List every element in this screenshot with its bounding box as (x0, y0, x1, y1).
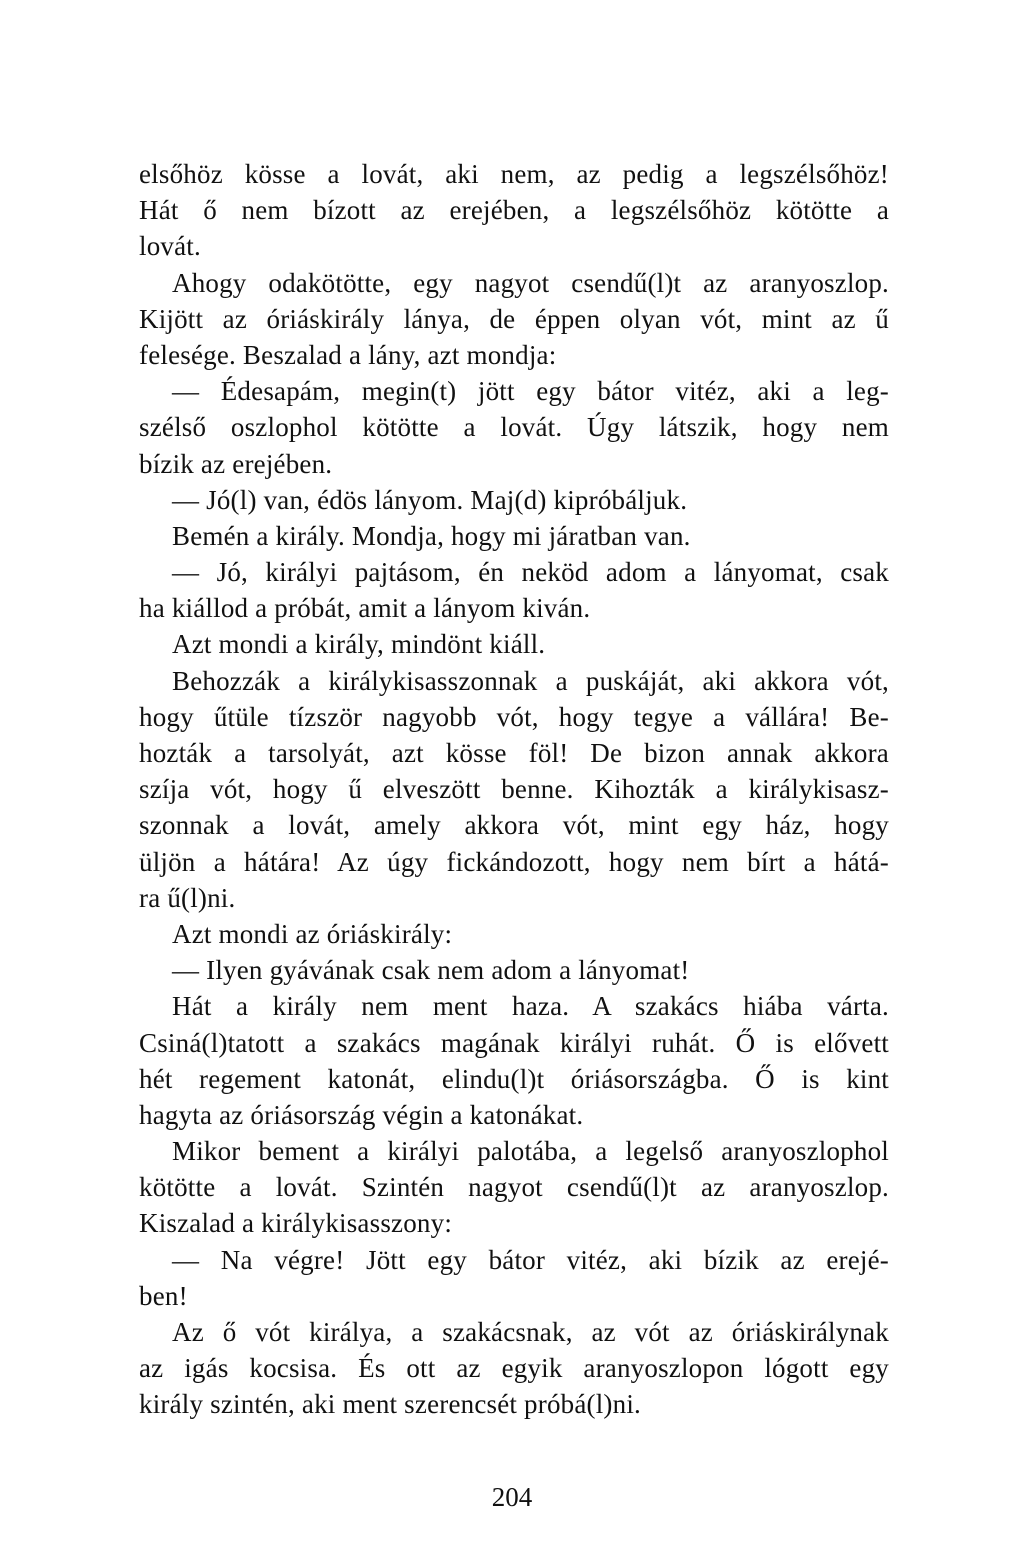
text-line: — Na végre! Jött egy bátor vitéz, aki bízik az erejé- (172, 1244, 889, 1275)
text-line: — Jó, királyi pajtásom, én neköd adom a lányomat, csak (172, 557, 889, 588)
text-line: szélső oszlophol kötötte a lovát. Úgy látszik, hogy nem (139, 412, 889, 443)
text-line: Azt mondi az óriáskirály: (172, 918, 453, 949)
text-line: hagyta az óriásország végin a katonákat. (139, 1099, 584, 1130)
body-text (139, 156, 889, 1423)
text-line: király szintén, aki ment szerencsét próbá(l)ni. (139, 1389, 641, 1420)
text-line: Mikor bement a királyi palotába, a legelső aranyoszlophol (172, 1136, 889, 1167)
text-line: Az ő vót királya, a szakácsnak, az vót az óriáskirálynak (172, 1317, 889, 1347)
text-line: hozták a tarsolyát, azt kösse föl! De bizon annak akkora (139, 738, 889, 768)
text-line: Ahogy odakötötte, egy nagyot csendű(l)t az aranyoszlop. (172, 267, 889, 298)
text-line: felesége. Beszalad a lány, azt mondja: (139, 339, 557, 370)
text-line: ben! (139, 1280, 188, 1311)
page-number: 204 (491, 1482, 533, 1512)
text-line: ra ű(l)ni. (139, 882, 236, 913)
text-line: bízik az erejében. (139, 448, 333, 479)
text-line: Csiná(l)tatott a szakács magának királyi ruhát. Ő is elővett (139, 1027, 889, 1058)
text-line: üljön a hátára! Az úgy fickándozott, hogy nem bírt a hátá- (139, 846, 889, 877)
text-line: szonnak a lovát, amely akkora vót, mint egy ház, hogy (139, 810, 889, 841)
text-line: lovát. (139, 231, 201, 262)
text-line: Behozzák a királykisasszonnak a puskáját, aki akkora vót, (172, 665, 889, 696)
text-line: Kiszalad a királykisasszony: (139, 1208, 453, 1239)
text-line: kötötte a lovát. Szintén nagyot csendű(l)t az aranyoszlop. (139, 1172, 889, 1203)
text-line: ha kiállod a próbát, amit a lányom kiván. (139, 593, 591, 624)
text-line: Hát ő nem bízott az erejében, a legszélsőhöz kötötte a (139, 195, 889, 226)
text-line: elsőhöz kösse a lovát, aki nem, az pedig a legszélsőhöz! (139, 159, 889, 189)
text-line: — Édesapám, megin(t) jött egy bátor vitéz, aki a leg- (172, 376, 889, 407)
text-line: Azt mondi a király, mindönt kiáll. (172, 629, 546, 660)
text-line: — Ilyen gyávának csak nem adom a lányomat! (172, 955, 690, 986)
text-line: Kijött az óriáskirály lánya, de éppen olyan vót, mint az ű (139, 303, 889, 334)
text-line: az igás kocsisa. És ott az egyik aranyoszlopon lógott egy (139, 1353, 889, 1384)
text-line: Hát a király nem ment haza. A szakács hiába várta. (172, 991, 889, 1022)
text-line: hét regement katonát, elindu(l)t óriásországba. Ő is kint (139, 1063, 889, 1094)
text-line: — Jó(l) van, édös lányom. Maj(d) kipróbáljuk. (172, 484, 688, 515)
text-line: szíja vót, hogy ű elveszött benne. Kihozták a királykisasz- (139, 774, 889, 805)
text-line: Bemén a király. Mondja, hogy mi járatban van. (172, 520, 691, 551)
text-line: hogy űtüle tízször nagyobb vót, hogy tegye a vállára! Be- (139, 701, 889, 732)
